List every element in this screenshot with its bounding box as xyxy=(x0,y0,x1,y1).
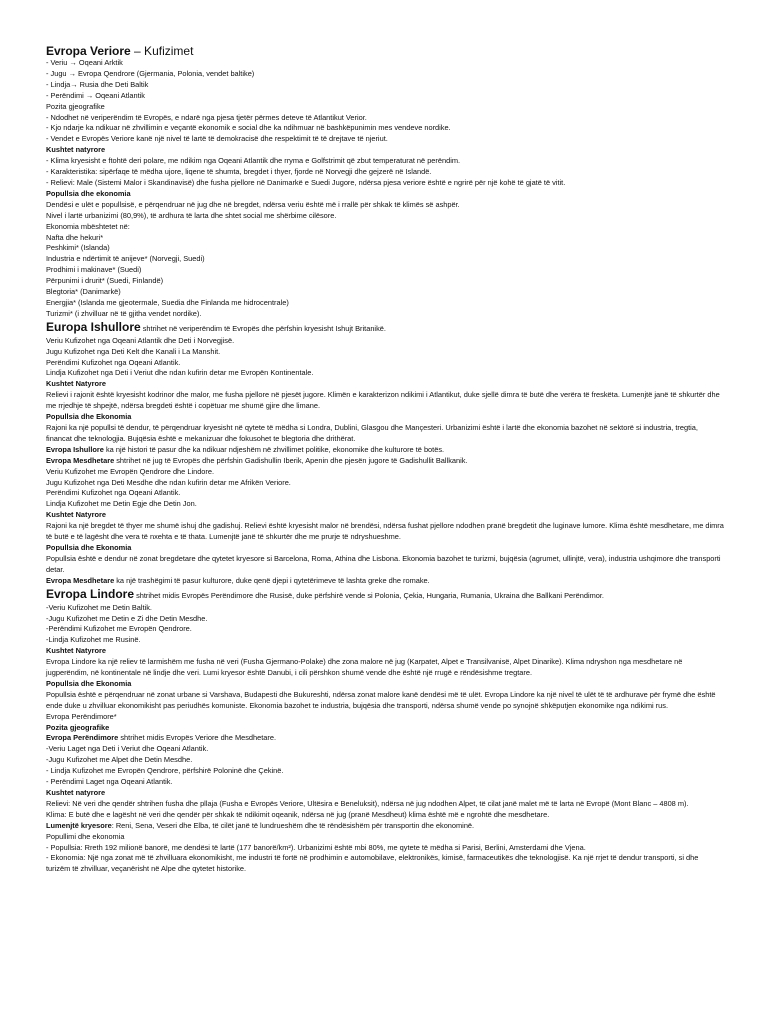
text-line: Rajoni ka një popullsi të dendur, të përqendruar kryesisht në qytete të mëdha si Londra, Dublini, Glasgou dhe Mançesteri. Urbanizimi është i lartë dhe ekonomia bazohet në sektorë si industria, tregtia, financat dhe teknologjia. Bujqësia është e mekanizuar dhe fokusohet te blegtoria dhe drithërat. xyxy=(46,423,698,443)
text-line: - Klima kryesisht e ftohtë deri polare, me ndikim nga Oqeani Atlantik dhe rryma e Golfstrimit që zbut temperaturat në perëndim. xyxy=(46,156,461,166)
text-line: Klima: E butë dhe e lagësht në veri dhe qendër për shkak të ndikimit oqeanik, ndërsa në jug (pranë Mesdheut) klima është më e ngrohtë dhe mesdhetare. xyxy=(46,809,550,819)
text-line: Energjia* (Islanda me gjeotermale, Suedia dhe Finlanda me hidrocentrale) xyxy=(46,297,289,307)
text-line: Lindja Kufizohet me Detin Egje dhe Detin Jon. xyxy=(46,499,197,509)
subheading: Pozita gjeografike xyxy=(46,722,110,732)
text-line: Popullsia është e përqendruar në zonat urbane si Varshava, Budapesti dhe Bukureshti, ndërsa zonat malore kanë dendësi më të ulët. Evropa Lindore ka një nivel të ulët të të ardhurave për frymë dhe është ende duke u zhvilluar ekonomikisht pas periudhës komuniste. Ekonomia bazohet te industria, bujqësia dhe transporti, ndërsa shumë vende po synojnë shkëputjen ekonomike nga ndikimi rus. xyxy=(46,689,716,710)
text-line xyxy=(46,576,724,587)
text-rest: ka një trashëgimi të pasur kulturore, duke qenë djepi i qytetërimeve të lashta greke dhe romake. xyxy=(114,575,430,585)
text-rest: shtrihet në veriperëndim të Evropës dhe përfshin kryesisht Ishujt Britanikë. xyxy=(140,323,386,333)
text-line: Blegtoria* (Danimarkë) xyxy=(46,287,121,297)
text-line: -Jugu Kufizohet me Alpet dhe Detin Mesdhe. xyxy=(46,755,193,765)
document-body xyxy=(46,44,724,875)
text-line: - Veriu → Oqeani Arktik xyxy=(46,58,123,67)
text-line: Popullsia është e dendur në zonat bregdetare dhe qytetet kryesore si Barcelona, Roma, Athina dhe Lisbona. Ekonomia bazohet te turizmi, bujqësia (agrumet, ullinjtë, vera), industria ushqimore dhe transporti detar. xyxy=(46,553,721,574)
text-line: - Jugu → Evropa Qendrore (Gjermania, Polonia, vendet baltike) xyxy=(46,68,255,78)
text-line: Jugu Kufizohet nga Deti Mesdhe dhe ndan kufirin detar me Afrikën Veriore. xyxy=(46,477,291,487)
bold-lead: Evropa Veriore xyxy=(46,44,131,58)
text-line xyxy=(46,821,724,832)
text-line: Relievi: Në veri dhe qendër shtrihen fusha dhe pllaja (Fusha e Evropës Veriore, Ultësira e Beneluksit), ndërsa në jug ndodhen Alpet, të cilat janë malet më të larta në Evropë (Mont Blanc – 4808 m). xyxy=(46,798,689,808)
bold-lead: Evropa Mesdhetare xyxy=(46,455,115,465)
text-line: Veriu Kufizohet me Evropën Qendrore dhe Lindore. xyxy=(46,466,215,476)
bold-lead: Evropa Ishullore xyxy=(46,444,104,454)
text-line: Lindja Kufizohet nga Deti i Veriut dhe ndan kufirin detar me Evropën Kontinentale. xyxy=(46,368,314,378)
text-line: Peshkimi* (Islanda) xyxy=(46,243,110,253)
text-rest: shtrihet në jug të Evropës dhe përfshin Gadishullin Iberik, Apenin dhe pjesën jugore të Gadishullit Ballkanik. xyxy=(114,455,468,465)
subheading: Popullsia dhe Ekonomia xyxy=(46,678,132,688)
text-line: Jugu Kufizohet nga Deti Kelt dhe Kanali i La Manshit. xyxy=(46,346,221,356)
text-line: Relievi i rajonit është kryesisht kodrinor dhe malor, me fusha pjellore në pjesët jugore. Klimën e karakterizon ndikimi i Atlantikut, duke sjellë dimra të butë dhe verëra të freskëta. Lumenjtë janë të shkurtër dhe me rrjedhje të shpejtë, ndërsa bregdeti është i copëtuar me shumë gjire dhe limane. xyxy=(46,390,720,411)
bold-lead: Evropa Mesdhetare xyxy=(46,575,115,585)
text-line: - Vendet e Evropës Veriore kanë një nivel të lartë të demokracisë dhe respektimit të të drejtave të njeriut. xyxy=(46,134,388,144)
text-line: Prodhimi i makinave* (Suedi) xyxy=(46,265,142,275)
text-line: - Kjo ndarje ka ndikuar në zhvillimin e veçantë ekonomik e social dhe ka ndihmuar në bashkëpunimin mes vendeve nordike. xyxy=(46,123,451,133)
text-line: - Lindja→ Rusia dhe Deti Baltik xyxy=(46,79,149,89)
text-line: -Perëndimi Kufizohet me Evropën Qendrore. xyxy=(46,624,192,634)
text-line: - Karakteristika: sipërfaqe të mëdha ujore, liqene të shumta, bregdet i thyer, fjorde në Norvegji dhe gejzerë në Islandë. xyxy=(46,167,432,177)
text-line: Industria e ndërtimit të anijeve* (Norvegji, Suedi) xyxy=(46,254,205,264)
text-line: Perëndimi Kufizohet nga Oqeani Atlantik. xyxy=(46,357,181,367)
subheading: Kushtet Natyrore xyxy=(46,379,106,389)
text-line: -Veriu Laget nga Deti i Veriut dhe Oqeani Atlantik. xyxy=(46,744,209,754)
section-heading xyxy=(46,44,724,58)
subheading: Kushtet natyrore xyxy=(46,788,106,797)
bold-lead: Europa Ishullore xyxy=(46,319,141,334)
subheading: Popullsia dhe ekonomia xyxy=(46,188,131,198)
text-line: -Veriu Kufizohet me Detin Baltik. xyxy=(46,602,152,612)
text-line xyxy=(46,733,724,744)
text-line: -Lindja Kufizohet me Rusinë. xyxy=(46,635,141,645)
text-line: Perëndimi Kufizohet nga Oqeani Atlantik. xyxy=(46,488,181,498)
text-line: Pozita gjeografike xyxy=(46,101,105,111)
text-rest: shtrihet midis Evropës Veriore dhe Mesdhetare. xyxy=(118,733,277,743)
text-line: Ekonomia mbështetet në: xyxy=(46,221,130,231)
subheading: Popullsia dhe Ekonomia xyxy=(46,412,132,422)
subheading: Popullsia dhe Ekonomia xyxy=(46,542,132,552)
text-line: Popullimi dhe ekonomia xyxy=(46,831,125,841)
text-line: - Lindja Kufizohet me Evropën Qendrore, përfshirë Poloninë dhe Çekinë. xyxy=(46,766,284,776)
text-line: - Perëndimi → Oqeani Atlantik xyxy=(46,90,145,100)
text-line: Nafta dhe hekuri* xyxy=(46,232,104,242)
subheading: Kushtet natyrore xyxy=(46,145,106,155)
text-rest: – Kufizimet xyxy=(130,44,194,58)
text-line xyxy=(46,445,724,456)
text-line: Përpunimi i drurit* (Suedi, Finlandë) xyxy=(46,276,164,286)
text-line: - Relievi: Male (Sistemi Malor i Skandinavisë) dhe fusha pjellore në Danimarkë e Suedi Jugore, ndërsa pjesa veriore është e ngrirë për një kohë të gjatë të vitit. xyxy=(46,177,566,187)
section-heading xyxy=(46,587,724,603)
text-line: Evropa Lindore ka një reliev të larmishëm me fusha në veri (Fusha Gjermano-Polake) dhe zona malore në jug (Karpatet, Alpet e Transilvanisë, Alpet Dinarike). Klima ndryshon nga mesdhetare në jugperëndim, në kontinentale në lindje dhe veri. Lumi kryesor është Danubi, i cili përshkon shumë vende dhe është një rrugë e rëndësishme tregtare. xyxy=(46,657,683,678)
bold-lead: Evropa Perëndimore xyxy=(46,733,119,743)
section-heading xyxy=(46,320,724,336)
bold-lead: Lumenjtë kryesore xyxy=(46,820,112,830)
text-line: - Ekonomia: Një nga zonat më të zhvilluara ekonomikisht, me industri të fortë në prodhimin e automobilave, elektronikës, kimisë, farmaceutikës dhe teknologjisë. Ka një rrjet të dendur transporti, si dhe turizëm të zhvilluar, veçanërisht në Alpe dhe qytetet historike. xyxy=(46,853,699,874)
bold-lead: Evropa Lindore xyxy=(46,586,135,601)
text-line: Evropa Perëndimore* xyxy=(46,711,117,721)
text-line: - Perëndimi Laget nga Oqeani Atlantik. xyxy=(46,777,173,787)
text-line: Dendësi e ulët e popullsisë, e përqendruar në jug dhe në bregdet, ndërsa veriu është më i rrallë për shkak të klimës së ashpër. xyxy=(46,199,460,209)
text-line: Turizmi* (i zhvilluar në të gjitha vendet nordike). xyxy=(46,308,202,318)
subheading: Kushtet Natyrore xyxy=(46,646,106,656)
text-line: - Ndodhet në veriperëndim të Evropës, e ndarë nga pjesa tjetër përmes deteve të Atlantikut Verior. xyxy=(46,112,367,122)
text-line: Nivel i lartë urbanizimi (80,9%), të ardhura të larta dhe shtet social me shërbime cilësore. xyxy=(46,210,337,220)
text-line: - Popullsia: Rreth 192 milionë banorë, me dendësi të lartë (177 banorë/km²). Urbanizimi është mbi 80%, me qytete të mëdha si Parisi, Berlini, Amsterdami dhe Vjena. xyxy=(46,842,586,852)
text-line: Rajoni ka një bregdet të thyer me shumë ishuj dhe gadishuj. Relievi është kryesisht malor në brendësi, ndërsa fushat pjellore ndodhen pranë bregdetit dhe luginave lumore. Klima është mesdhetare, me dimra të butë e të lagësht dhe vera të nxehta e të thata. Lumenjtë janë të shkurtër dhe me prurje të ndryshueshme. xyxy=(46,521,724,542)
subheading: Kushtet Natyrore xyxy=(46,510,106,520)
text-line: Veriu Kufizohet nga Oqeani Atlantik dhe Deti i Norvegjisë. xyxy=(46,335,235,345)
text-rest: ka një histori të pasur dhe ka ndikuar ndjeshëm në zhvillimet politike, ekonomike dhe kulturore të botës. xyxy=(103,444,445,454)
text-line xyxy=(46,456,724,467)
text-rest: shtrihet midis Evropës Perëndimore dhe Rusisë, duke përfshirë vende si Polonia, Çekia, Hungaria, Rumania, Ukraina dhe Ballkani Perëndimor. xyxy=(134,590,604,600)
text-line: -Jugu Kufizohet me Detin e Zi dhe Detin Mesdhe. xyxy=(46,613,208,623)
text-rest: : Reni, Sena, Veseri dhe Elba, të cilët janë të lundrueshëm dhe të rëndësishëm për transportin dhe ekonominë. xyxy=(111,820,475,830)
